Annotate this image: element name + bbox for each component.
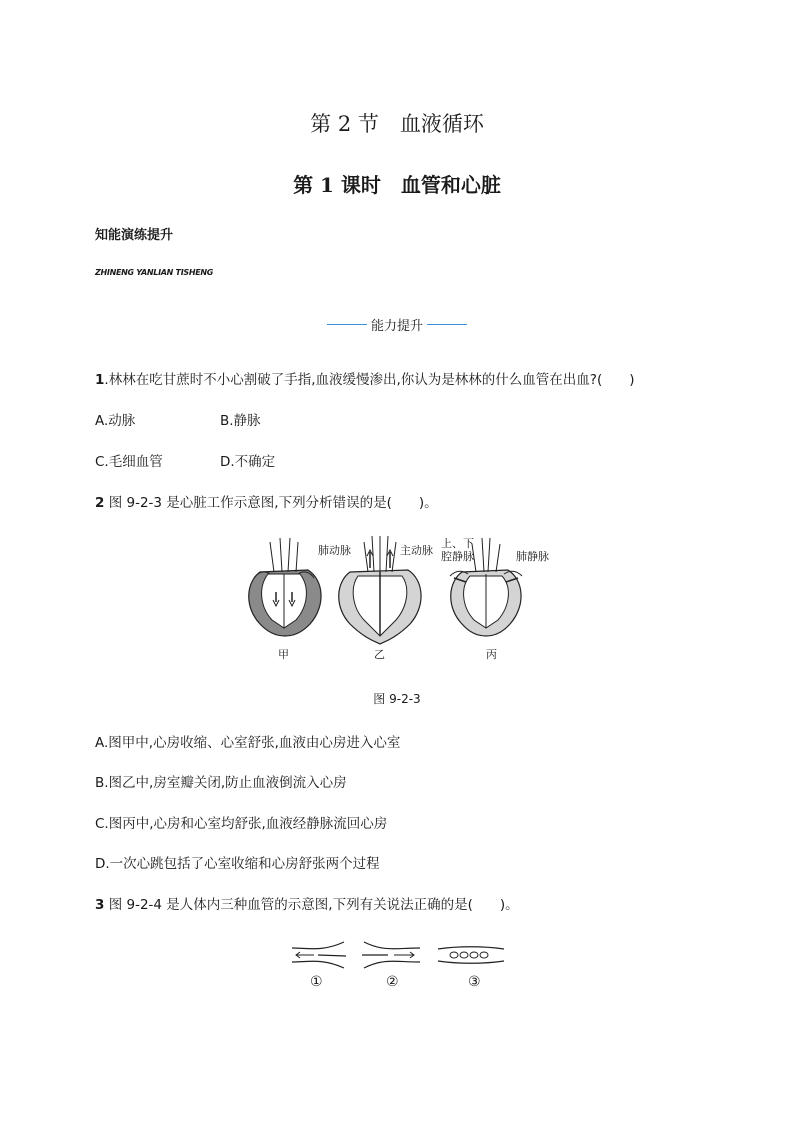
question-number: 2: [95, 495, 105, 511]
question-text: 图 9-2-4 是人体内三种血管的示意图,下列有关说法正确的是( )。: [104, 897, 519, 913]
vessel-label-1: ①: [310, 974, 323, 990]
option-d: D.一次心跳包括了心室收缩和心房舒张两个过程: [95, 856, 380, 872]
label-vena-cava-1: 上、下: [441, 537, 474, 550]
question-1: [95, 368, 634, 388]
question-2: [95, 491, 438, 511]
lesson-title: 第 1 课时 血管和心脏: [293, 173, 501, 197]
vessel-1: [292, 942, 346, 968]
label-aorta: 主动脉: [400, 544, 433, 557]
question-number: 1: [95, 372, 105, 388]
section-title: 第 2 节 血液循环: [310, 112, 484, 136]
section-heading: 知能演练提升: [95, 228, 174, 243]
divider-line-left: [327, 324, 367, 325]
option-c: C.图丙中,心房和心室均舒张,血液经静脉流回心房: [95, 816, 388, 832]
option-b: B.静脉: [220, 413, 261, 429]
vessel-2: [362, 942, 420, 968]
option-c: C.毛细血管: [95, 454, 163, 470]
vessel-label-3: ③: [468, 974, 481, 990]
option-d: D.不确定: [220, 454, 276, 470]
vessel-label-2: ②: [386, 974, 399, 990]
question-text: .林林在吃甘蔗时不小心割破了手指,血液缓慢渗出,你认为是林林的什么血管在出血?( ): [104, 372, 635, 388]
option-a: A.动脉: [95, 413, 136, 429]
blood-vessel-diagram: [288, 938, 508, 970]
ability-divider: [0, 315, 794, 334]
heart-jia: [249, 538, 321, 636]
question-number: 3: [95, 897, 105, 913]
label-vena-cava-2: 腔静脉: [441, 550, 474, 563]
section-pinyin: ZHINENG YANLIAN TISHENG: [95, 268, 214, 277]
question-3: [95, 893, 519, 913]
label-bing: 丙: [486, 648, 497, 661]
question-text: 图 9-2-3 是心脏工作示意图,下列分析错误的是( )。: [104, 495, 438, 511]
label-yi: 乙: [374, 648, 385, 661]
option-a: A.图甲中,心房收缩、心室舒张,血液由心房进入心室: [95, 735, 401, 751]
divider-label: 能力提升: [370, 319, 423, 334]
label-pulmonary-vein: 肺静脉: [516, 550, 549, 563]
divider-line-right: [427, 324, 467, 325]
label-jia: 甲: [278, 648, 289, 661]
label-pulmonary-artery: 肺动脉: [318, 544, 351, 557]
vessel-3: [438, 947, 504, 964]
figure-caption: 图 9-2-3: [373, 692, 421, 706]
option-b: B.图乙中,房室瓣关闭,防止血液倒流入心房: [95, 775, 347, 791]
